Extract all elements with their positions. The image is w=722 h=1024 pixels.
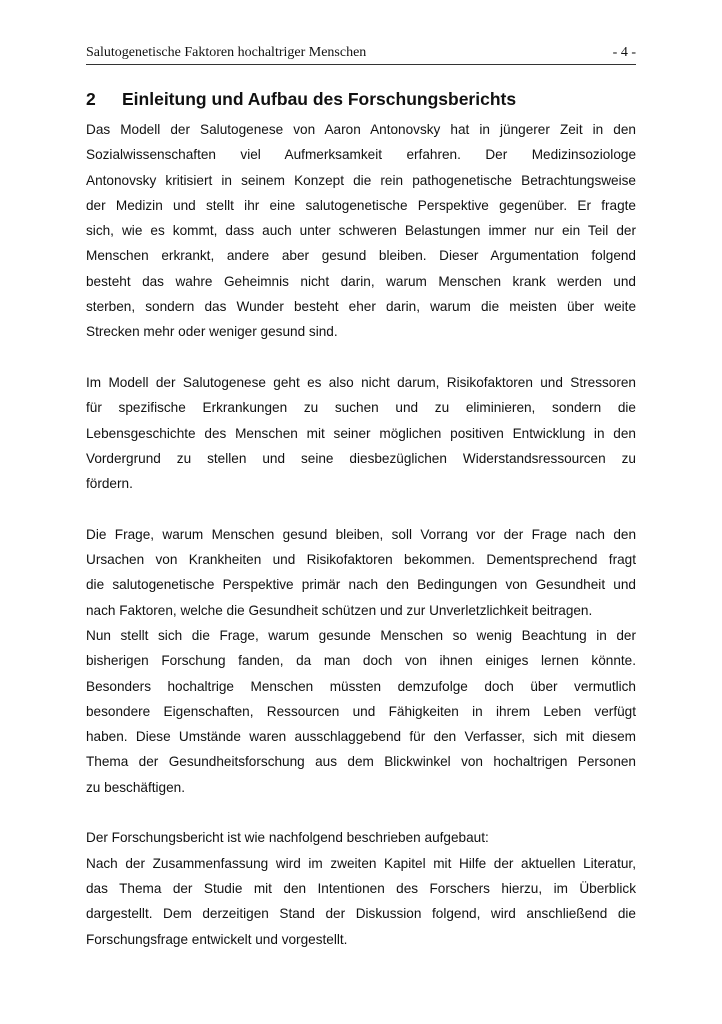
page-number: - 4 - xyxy=(612,45,636,60)
body-text xyxy=(86,117,636,952)
text-line: fördern. xyxy=(86,476,133,492)
text-line: besteht das wahre Geheimnis nicht darin, warum Menschen krank werden und xyxy=(86,273,636,289)
text-line: Das Modell der Salutogenese von Aaron Antonovsky hat in jüngerer Zeit in den xyxy=(86,122,636,137)
paragraph-gap xyxy=(86,800,636,825)
text-line: bisherigen Forschung fanden, da man doch von ihnen einiges lernen könnte. xyxy=(86,653,636,669)
text-line: Im Modell der Salutogenese geht es also nicht darum, Risikofaktoren und Stressoren xyxy=(86,374,636,390)
text-line: Menschen erkrankt, andere aber gesund bleiben. Dieser Argumentation folgend xyxy=(86,248,636,264)
paragraph-gap xyxy=(86,345,636,370)
text-line: der Medizin und stellt ihr eine salutogenetische Perspektive gegenüber. Er fragte xyxy=(86,197,636,213)
text-line: Sozialwissenschaften viel Aufmerksamkeit erfahren. Der Medizinsoziologe xyxy=(86,147,636,163)
text-line: dargestellt. Dem derzeitigen Stand der Diskussion folgend, wird anschließend die xyxy=(86,906,636,922)
text-line: Vordergrund zu stellen und seine diesbezüglichen Widerstandsressourcen zu xyxy=(86,450,636,466)
text-line: das Thema der Studie mit den Intentionen des Forschers hierzu, im Überblick xyxy=(86,880,636,896)
text-line: besondere Eigenschaften, Ressourcen und Fähigkeiten in ihrem Leben verfügt xyxy=(86,703,636,719)
section-title: Einleitung und Aufbau des Forschungsberichts xyxy=(122,89,517,109)
text-line: Forschungsfrage entwickelt und vorgestellt. xyxy=(86,931,348,947)
text-line: Antonovsky kritisiert in seinem Konzept die rein pathogenetische Betrachtungsweise xyxy=(86,172,636,188)
text-line: Strecken mehr oder weniger gesund sind. xyxy=(86,324,338,340)
text-line: Die Frage, warum Menschen gesund bleiben, soll Vorrang vor der Frage nach den xyxy=(86,526,636,542)
text-line: haben. Diese Umstände waren ausschlaggebend für den Verfasser, sich mit diesem xyxy=(86,729,636,745)
text-line: sich, wie es kommt, dass auch unter schweren Belastungen immer nur ein Teil der xyxy=(86,223,636,239)
text-line: die salutogenetische Perspektive primär nach den Bedingungen von Gesundheit und xyxy=(86,577,636,593)
header-title: Salutogenetische Faktoren hochaltriger Menschen xyxy=(86,45,367,60)
text-line: Lebensgeschichte des Menschen mit seiner möglichen positiven Entwicklung in den xyxy=(86,425,636,441)
paragraph-gap xyxy=(86,496,636,521)
text-line: Ursachen von Krankheiten und Risikofaktoren bekommen. Dementsprechend fragt xyxy=(86,552,636,568)
text-line: nach Faktoren, welche die Gesundheit schützen und zur Unverletzlichkeit beitragen. xyxy=(86,602,593,618)
section-number: 2 xyxy=(86,89,96,109)
text-line: für spezifische Erkrankungen zu suchen und zu eliminieren, sondern die xyxy=(86,400,636,416)
running-header xyxy=(86,44,636,65)
text-line: Der Forschungsbericht ist wie nachfolgend beschrieben aufgebaut: xyxy=(86,830,489,846)
text-line: Besonders hochaltrige Menschen müssten demzufolge doch über vermutlich xyxy=(86,678,636,694)
text-line: Thema der Gesundheitsforschung aus dem Blickwinkel von hochaltrigen Personen xyxy=(86,754,636,770)
text-line: Nach der Zusammenfassung wird im zweiten Kapitel mit Hilfe der aktuellen Literatur, xyxy=(86,855,636,871)
text-line: sterben, sondern das Wunder besteht eher darin, warum die meisten über weite xyxy=(86,299,636,315)
text-line: zu beschäftigen. xyxy=(86,779,185,795)
section-heading xyxy=(86,88,636,110)
text-line: Nun stellt sich die Frage, warum gesunde Menschen so wenig Beachtung in der xyxy=(86,627,636,643)
